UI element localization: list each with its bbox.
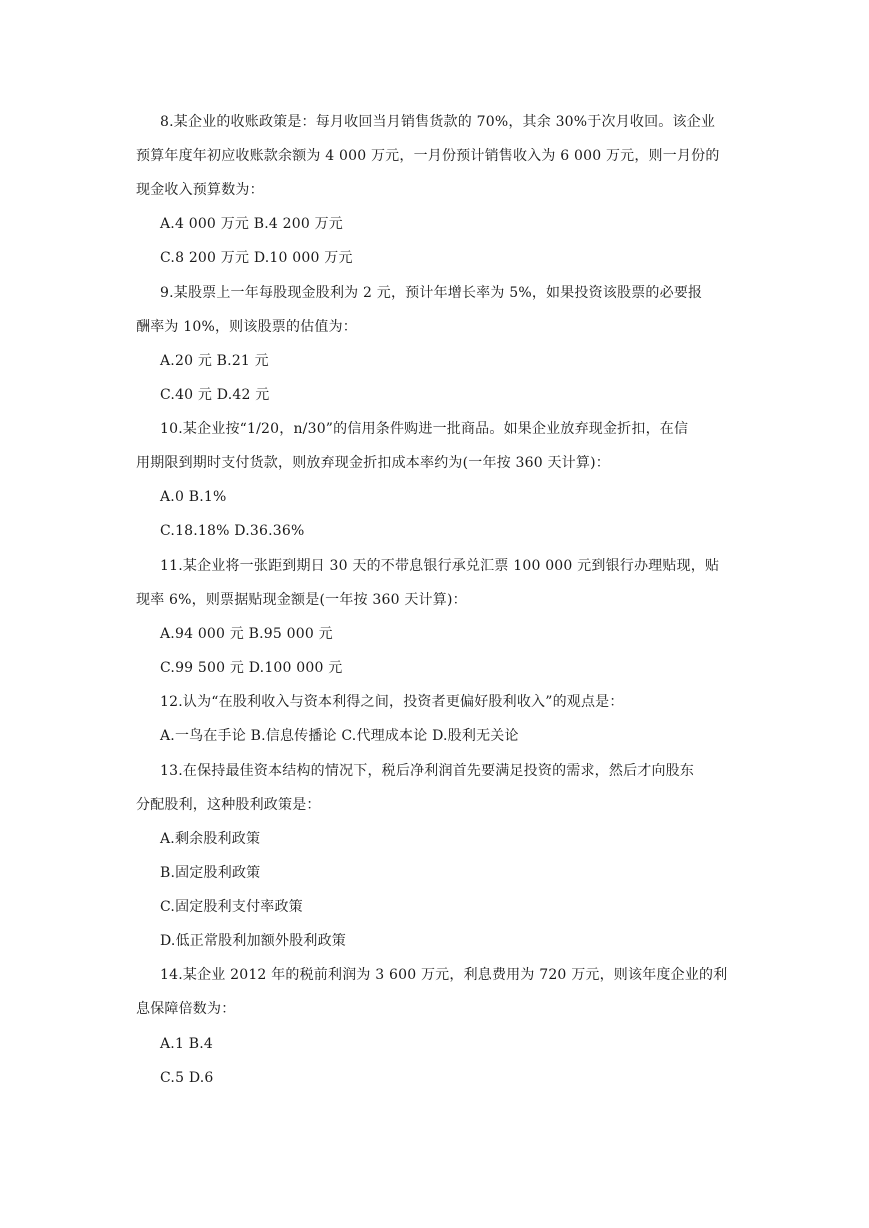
question-9-options-line-2: C.40 元 D.42 元 <box>160 387 270 403</box>
question-12-stem-line-1: 12.认为“在股利收入与资本利得之间，投资者更偏好股利收入”的观点是： <box>160 694 624 710</box>
question-14-stem-line-1: 14.某企业 2012 年的税前利润为 3 600 万元，利息费用为 720 万元，则该年度企业的利 <box>160 967 728 983</box>
question-8-options-line-1: A.4 000 万元 B.4 200 万元 <box>160 216 344 232</box>
question-8-stem-line-2: 预算年度年初应收账款余额为 4 000 万元，一月份预计销售收入为 6 000 万元，则一月份的 <box>136 148 720 164</box>
question-14-stem-line-2: 息保障倍数为： <box>136 1001 236 1017</box>
question-13-stem-line-2: 分配股利，这种股利政策是： <box>136 797 321 813</box>
question-10-stem-line-1: 10.某企业按“1/20，n/30”的信用条件购进一批商品。如果企业放弃现金折扣，在信 <box>160 421 689 437</box>
question-14-options-line-1: A.1 B.4 <box>160 1036 213 1052</box>
question-8-stem-line-1: 8.某企业的收账政策是：每月收回当月销售货款的 70%，其余 30%于次月收回。该企业 <box>160 114 716 130</box>
question-13-stem-line-1: 13.在保持最佳资本结构的情况下，税后净利润首先要满足投资的需求，然后才向股东 <box>160 763 695 779</box>
question-11-stem-line-1: 11.某企业将一张距到期日 30 天的不带息银行承兑汇票 100 000 元到银行办理贴现，贴 <box>160 558 720 574</box>
question-10-options-line-2: C.18.18% D.36.36% <box>160 523 305 539</box>
question-11-options-line-1: A.94 000 元 B.95 000 元 <box>160 626 333 642</box>
question-9-options-line-1: A.20 元 B.21 元 <box>160 353 269 369</box>
question-13-option-a: A.剩余股利政策 <box>160 831 261 847</box>
question-10-stem-line-2: 用期限到期时支付货款，则放弃现金折扣成本率约为(一年按 360 天计算)： <box>136 455 610 471</box>
question-11-stem-line-2: 现率 6%，则票据贴现金额是(一年按 360 天计算)： <box>136 592 467 608</box>
question-14-options-line-2: C.5 D.6 <box>160 1070 214 1086</box>
question-8-stem-line-3: 现金收入预算数为： <box>136 182 264 198</box>
question-13-option-b: B.固定股利政策 <box>160 865 261 881</box>
question-12-options-line-1: A.一鸟在手论 B.信息传播论 C.代理成本论 D.股利无关论 <box>160 728 519 744</box>
question-9-stem-line-2: 酬率为 10%，则该股票的估值为： <box>136 319 357 335</box>
question-9-stem-line-1: 9.某股票上一年每股现金股利为 2 元，预计年增长率为 5%，如果投资该股票的必要报 <box>160 285 703 301</box>
question-10-options-line-1: A.0 B.1% <box>160 489 227 505</box>
question-8-options-line-2: C.8 200 万元 D.10 000 万元 <box>160 250 353 266</box>
question-13-option-d: D.低正常股利加额外股利政策 <box>160 933 346 949</box>
question-11-options-line-2: C.99 500 元 D.100 000 元 <box>160 660 343 676</box>
question-13-option-c: C.固定股利支付率政策 <box>160 899 303 915</box>
